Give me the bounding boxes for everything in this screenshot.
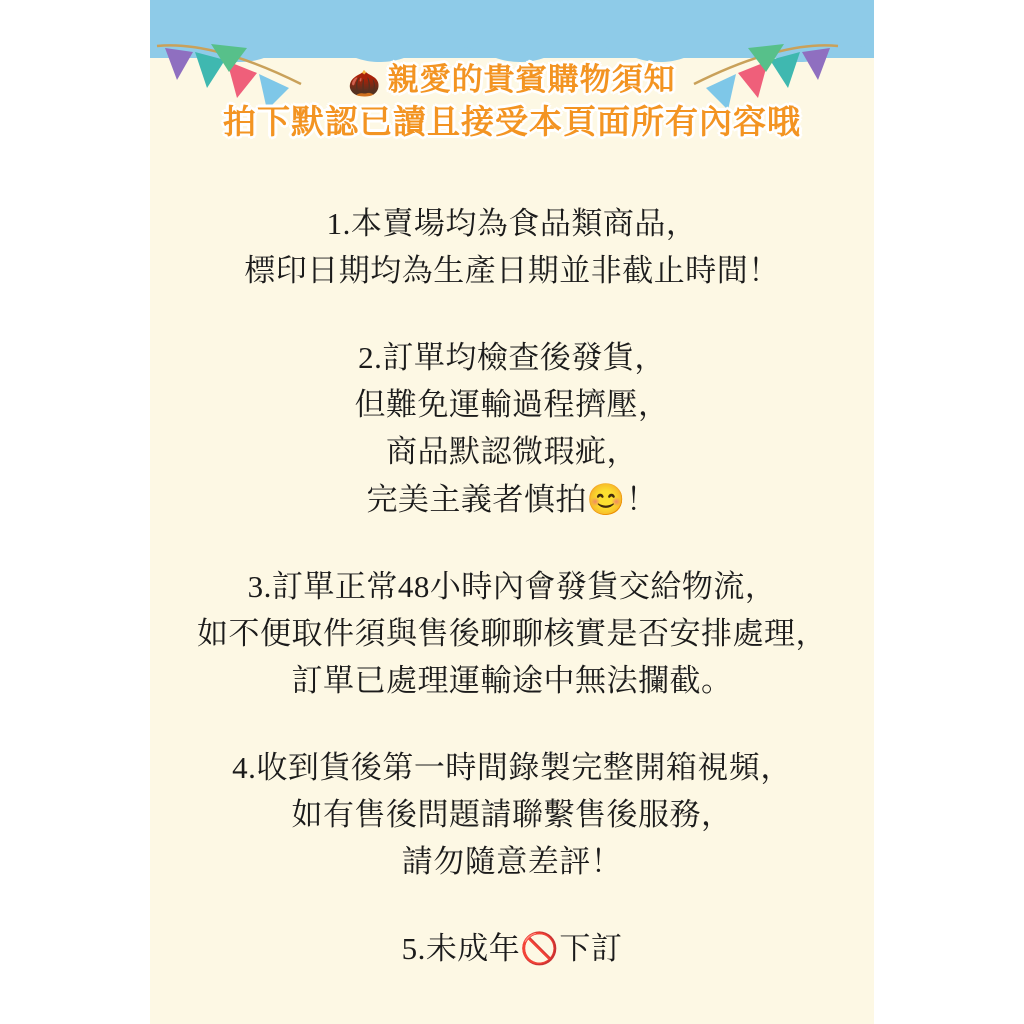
notice-3-line-1: 3.訂單正常48小時內會發貨交給物流， — [247, 568, 777, 604]
notice-2-line-4: 完美主義者慎拍😊！ — [366, 481, 658, 517]
notice-4-line-2: 如有售後問題請聯繫售後服務， — [291, 797, 733, 833]
notice-item-2 — [150, 334, 874, 522]
notice-1-line-2: 標印日期均為生產日期並非截止時間！ — [244, 253, 780, 289]
notice-5-line-1: 5.未成年🚫下訂 — [401, 931, 623, 967]
notice-item-5 — [150, 925, 874, 972]
page-margin-left — [0, 0, 150, 1024]
title-line-2: 拍下默認已讀且接受本頁面所有內容哦 — [223, 102, 801, 140]
notice-2-line-2: 但難免運輸過程擠壓， — [354, 387, 670, 423]
notice-item-1 — [150, 200, 874, 294]
title-line-1-text: 親愛的貴賓購物須知 — [387, 62, 676, 97]
notice-4-line-3: 請勿隨意差評！ — [401, 844, 623, 880]
notice-item-4 — [150, 744, 874, 885]
notice-4-line-1: 4.收到貨後第一時間錄製完整開箱視頻， — [232, 749, 792, 785]
notice-1-line-1: 1.本賣場均為食品類商品， — [326, 206, 698, 241]
page-margin-right — [874, 0, 1024, 1024]
title-line-1 — [150, 62, 874, 99]
poster-title-block — [150, 62, 874, 142]
notice-2-line-1: 2.訂單均檢查後發貨， — [358, 340, 666, 376]
notice-3-line-2: 如不便取件須與售後聊聊核實是否安排處理， — [197, 615, 827, 651]
notice-list — [150, 200, 874, 972]
notice-item-3 — [150, 563, 874, 704]
notice-2-line-3: 商品默認微瑕疵， — [386, 434, 638, 470]
notice-3-line-3: 訂單已處理運輸途中無法攔截。 — [291, 662, 733, 698]
chestnut-icon: 🌰 — [348, 68, 382, 98]
